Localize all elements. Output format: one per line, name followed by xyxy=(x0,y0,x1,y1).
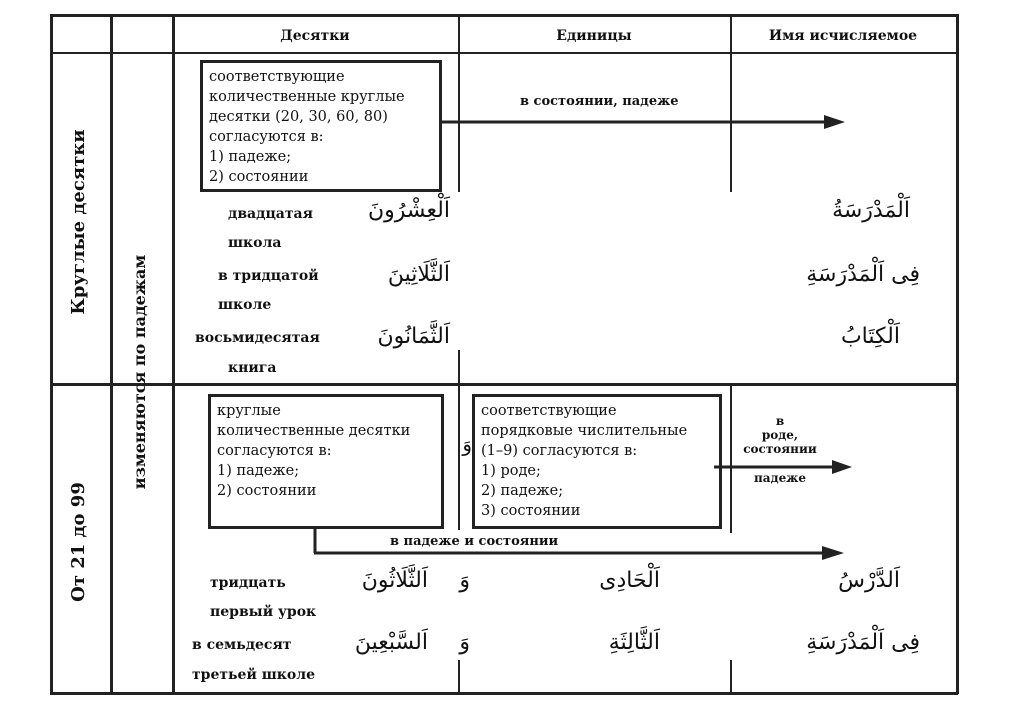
example-ar-number: اَلْعِشْرُونَ xyxy=(368,198,450,223)
example-ar-noun: فِى اَلْمَدْرَسَةِ xyxy=(806,630,920,655)
example-ru: тридцать xyxy=(210,575,286,591)
example-ar-number: اَلثَّمَانُونَ xyxy=(377,324,450,349)
header-noun: Имя исчисляемое xyxy=(768,28,918,44)
right-note xyxy=(732,414,828,456)
side-label-round-tens: Круглые десятки xyxy=(68,129,89,315)
example-ru-2: первый урок xyxy=(210,604,317,620)
section-divider xyxy=(50,383,958,386)
example-ru-2: школе xyxy=(218,297,272,313)
top-box-line: соответствующие xyxy=(209,69,345,85)
side-label-from21to99: От 21 до 99 xyxy=(68,482,89,602)
right-note-line: в xyxy=(775,414,785,428)
example-ar-unit: اَلْحَادِى xyxy=(599,568,660,593)
header-bottom-border xyxy=(50,52,958,54)
top-arrow-label: в состоянии, падеже xyxy=(520,94,679,109)
bottom-right-box-line: 1) роде; xyxy=(481,463,541,479)
bottom-right-box-line: 3) состоянии xyxy=(481,503,581,519)
bottom-right-rule-box xyxy=(472,394,722,529)
example-ar-unit: اَلثَّالِثَةِ xyxy=(608,630,660,655)
bottom-right-box-line: соответствующие xyxy=(481,403,617,419)
example-ar-number: اَلثَّلَاثِينَ xyxy=(387,262,450,287)
table-left-border xyxy=(50,14,53,694)
units-col-divider-d xyxy=(458,660,460,692)
bottom-right-box-line: 2) падеже; xyxy=(481,483,564,499)
side-label-declinable: изменяются по падежам xyxy=(130,254,149,490)
table-top-border xyxy=(50,14,958,17)
header-units: Единицы xyxy=(556,28,632,44)
example-ru-2: третьей школе xyxy=(192,667,315,683)
side-col-divider xyxy=(110,14,113,694)
example-ru: двадцатая xyxy=(228,206,313,222)
bottom-right-box-line: (1–9) согласуются в: xyxy=(481,443,638,459)
example-ar-noun: فِى اَلْمَدْرَسَةِ xyxy=(806,262,920,287)
example-ar-noun: اَلْمَدْرَسَةُ xyxy=(832,198,910,223)
example-ar-noun: اَلدَّرْسُ xyxy=(838,568,900,593)
top-box-line: 1) падеже; xyxy=(209,149,292,165)
example-ru-2: школа xyxy=(228,235,282,251)
bottom-left-box-line: согласуются в: xyxy=(217,443,332,459)
top-box-line: количественные круглые xyxy=(209,89,405,105)
example-ar-noun: اَلْكِتَابُ xyxy=(840,324,900,349)
conjunction-wa: وَ xyxy=(462,432,472,456)
bottom-left-rule-box xyxy=(208,394,444,529)
top-box-line: 2) состоянии xyxy=(209,169,309,185)
bottom-left-box-line: круглые xyxy=(217,403,281,419)
bottom-right-box-line: порядковые числительные xyxy=(481,423,688,439)
header-tens: Десятки xyxy=(280,28,350,44)
example-conj: وَ xyxy=(459,630,470,655)
bottom-left-box-line: 2) состоянии xyxy=(217,483,317,499)
right-note-line: состоянии xyxy=(743,442,817,456)
example-ru: в семьдесят xyxy=(192,637,292,653)
table-right-border xyxy=(956,14,959,694)
bottom-left-box-line: количественные десятки xyxy=(217,423,411,439)
example-ru-2: книга xyxy=(228,360,277,376)
top-box-line: десятки (20, 30, 60, 80) xyxy=(209,109,388,125)
table-bottom-border xyxy=(50,692,958,695)
example-ar-number: اَلسَّبْعِينَ xyxy=(354,630,428,655)
right-note-below: падеже xyxy=(754,471,806,485)
bottom-left-box-line: 1) падеже; xyxy=(217,463,300,479)
top-box-line: согласуются в: xyxy=(209,129,324,145)
example-ru: в тридцатой xyxy=(218,268,319,284)
bottom-arrow-label: в падеже и состоянии xyxy=(390,534,559,549)
top-arrow xyxy=(440,110,850,134)
example-ar-number: اَلثَّلَاثُونَ xyxy=(361,568,428,593)
example-ru: восьмидесятая xyxy=(195,330,320,346)
example-conj: وَ xyxy=(459,568,470,593)
top-rule-box xyxy=(200,60,442,192)
tens-col-left xyxy=(172,14,175,694)
noun-col-divider-d xyxy=(730,660,732,692)
right-note-line: роде, xyxy=(761,428,799,442)
